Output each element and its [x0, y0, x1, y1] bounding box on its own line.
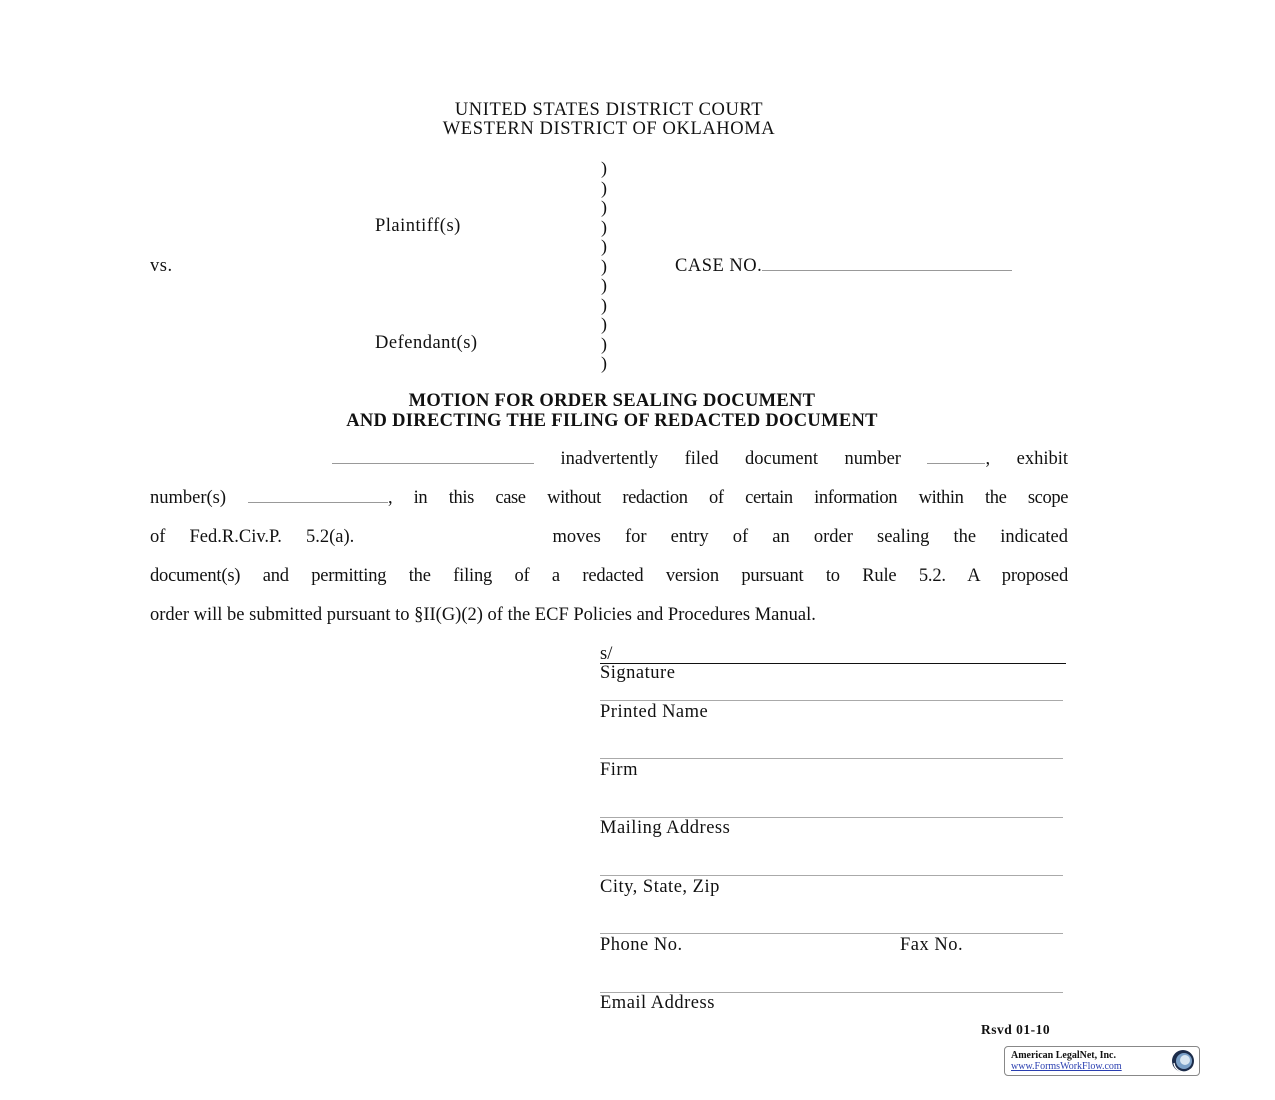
document-number-field[interactable]: [927, 449, 985, 464]
publisher-website-link[interactable]: www.FormsWorkFlow.com: [1011, 1061, 1122, 1072]
filer-name-field[interactable]: [332, 449, 534, 464]
caption-paren: ): [601, 353, 607, 373]
globe-logo-icon: [1171, 1049, 1195, 1073]
case-number: [675, 256, 1012, 277]
case-number-field[interactable]: [762, 256, 1012, 271]
email-address-label: Email Address: [600, 993, 715, 1013]
caption-paren: ): [601, 314, 607, 334]
vs-label: vs.: [150, 256, 173, 276]
body-text: moves for entry of an order sealing the indicated: [552, 527, 1069, 547]
caption-paren: ): [601, 236, 607, 256]
body-text: inadvertently filed document number: [560, 449, 901, 469]
printed-name-field[interactable]: [600, 700, 1063, 701]
city-state-zip-label: City, State, Zip: [600, 877, 720, 897]
body-line-2: [150, 479, 1068, 518]
body-text: number(s): [150, 488, 227, 508]
caption-paren: ): [601, 255, 607, 276]
signature-field[interactable]: [600, 644, 1066, 664]
court-name: UNITED STATES DISTRICT COURT: [454, 100, 764, 120]
body-line-1: [150, 440, 1068, 479]
court-district: WESTERN DISTRICT OF OKLAHOMA: [442, 119, 776, 139]
body-text: order will be submitted pursuant to §II(G)(2) of the ECF Policies and Procedures Manual.: [150, 605, 816, 625]
plaintiff-label: Plaintiff(s): [375, 216, 461, 236]
mailing-address-label: Mailing Address: [600, 818, 731, 838]
body-text: of Fed.R.Civ.P. 5.2(a).: [150, 527, 355, 547]
caption-paren: ): [601, 294, 607, 315]
defendant-label: Defendant(s): [375, 333, 478, 353]
motion-title-line1: MOTION FOR ORDER SEALING DOCUMENT: [408, 391, 816, 411]
firm-field[interactable]: [600, 758, 1063, 759]
body-line-3: [150, 518, 1068, 557]
body-line-5: [150, 596, 1068, 635]
body-text: , in this case without redaction of certain information within the scope: [387, 488, 1069, 508]
body-text: , exhibit: [985, 449, 1068, 469]
caption-paren: ): [601, 158, 607, 178]
motion-title-line2: AND DIRECTING THE FILING OF REDACTED DOCUMENT: [346, 411, 878, 431]
caption-paren: ): [601, 216, 607, 237]
fax-label: Fax No.: [900, 935, 964, 955]
exhibit-numbers-field[interactable]: [248, 488, 388, 503]
publisher-badge[interactable]: [1004, 1046, 1200, 1076]
caption-paren: ): [601, 275, 607, 295]
motion-body: [150, 440, 1068, 635]
revision-label: Rsvd 01-10: [981, 1022, 1051, 1037]
phone-fax-field[interactable]: [600, 933, 1063, 934]
body-text: document(s) and permitting the filing of a redacted version pursuant to Rule 5.2. A proposed: [150, 566, 1068, 586]
body-line-4: [150, 557, 1068, 596]
case-number-label: CASE NO.: [675, 256, 763, 276]
signature-label: Signature: [600, 663, 676, 683]
caption-paren: ): [601, 333, 607, 354]
phone-label: Phone No.: [600, 935, 683, 955]
caption-paren: ): [601, 197, 607, 217]
publisher-name: American LegalNet, Inc.: [1011, 1050, 1116, 1061]
firm-label: Firm: [600, 760, 638, 780]
caption-paren: ): [601, 177, 607, 198]
city-state-zip-field[interactable]: [600, 875, 1063, 876]
printed-name-label: Printed Name: [600, 702, 709, 722]
signature-prefix: s/: [600, 644, 613, 664]
